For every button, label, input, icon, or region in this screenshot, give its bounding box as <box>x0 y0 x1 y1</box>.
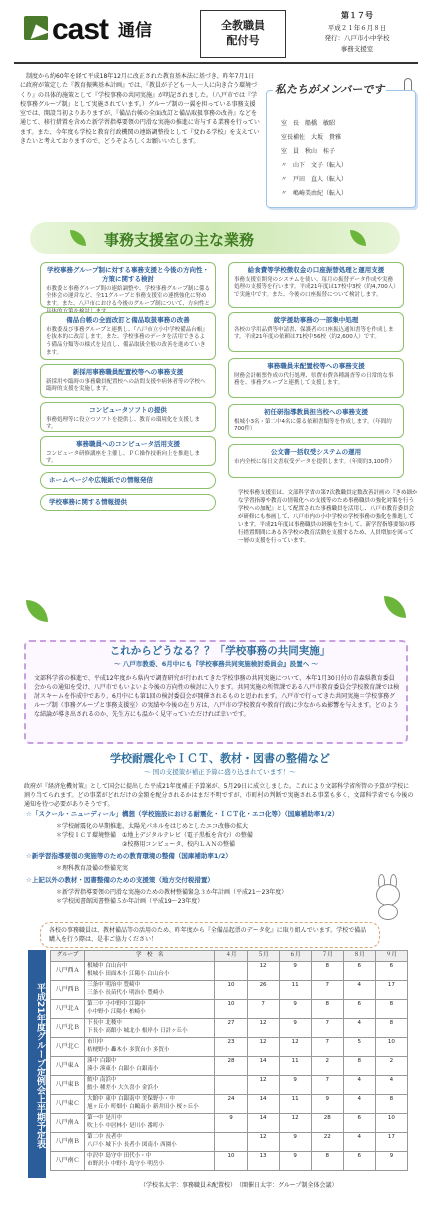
month-cell: 8 <box>375 1000 407 1019</box>
task-card-title: 給食費等学校徴収金の口座振替処理と運用支援 <box>247 266 385 274</box>
newsletter-header <box>14 6 418 66</box>
member-row <box>281 177 347 183</box>
column-header: ６月 <box>279 951 311 962</box>
issue-info <box>298 10 416 54</box>
member-name: 嶋崎美由紀（転入） <box>293 190 348 197</box>
month-cell: 8 <box>311 1000 343 1019</box>
month-cell: 12 <box>279 1038 311 1057</box>
rabbit-head <box>376 884 400 906</box>
task-card <box>40 402 216 432</box>
month-cell: 6 <box>343 1000 375 1019</box>
month-cell: 5 <box>343 1038 375 1057</box>
month-cell: 4 <box>343 1019 375 1038</box>
task-card-title: 学校事務グループ制に対する事務支援と今後の方向性・方策に関する検討 <box>47 266 209 283</box>
schools-cell: 鮫中 南浜中 鮫小 種差小 大久喜小 金浜小 <box>85 1076 215 1095</box>
month-cell: 8 <box>375 1095 407 1114</box>
group-cell: 八戸南Ｂ <box>51 1133 85 1152</box>
publisher: 発行：八戸市小中学校 <box>324 34 390 43</box>
month-cell: 4 <box>343 1133 375 1152</box>
task-card-body: 事務支援室開発のシステムを使い、毎月の振替データ作成や実務処理の支援等を行います。平成21年度は17校中3校（約4,700人）で実施中です。また、今後の口座振替について検討します。 <box>234 276 397 299</box>
group-cell: 八戸西Ａ <box>51 962 85 981</box>
group-cell: 八戸南Ｃ <box>51 1152 85 1171</box>
members-title: 私たちがメンバーです <box>275 83 385 96</box>
group-cell: 八戸東Ｃ <box>51 1095 85 1114</box>
month-cell: 7 <box>311 1076 343 1095</box>
rabbit-body <box>378 904 398 920</box>
support-item-detail: ＊学校ＩＣＴ環境整備 ①地上デジタルテレビ（電子黒板を含む）の整備 <box>56 832 253 839</box>
month-cell: 12 <box>247 1038 279 1057</box>
section3-body: 政府が『経済危機対策』として国会に提出した平成21年度補正予算案が、5月29日に成立しました。これにより文部科学省所管の予算が学校に割り当てられます。どの事業がどれだけの金額を配分されるかはまだ不明ですが、市町村の判断で実施される事業も多く、文部科学省でも今後の通知を待つ必要がありそうです。 <box>24 783 414 808</box>
schools-cell: 三条中 明治中 豊崎中 三条小 長苗代小 明治小 豊崎小 <box>85 981 215 1000</box>
member-role: 室長補佐 <box>281 134 306 141</box>
logo-text: cast <box>52 13 109 46</box>
month-cell: 9 <box>215 1114 247 1133</box>
table-row <box>51 1038 408 1057</box>
month-cell: 2 <box>375 1057 407 1076</box>
support-item-detail: ＊理科教育設備の整備充実 <box>56 865 129 872</box>
table-row <box>51 1152 408 1171</box>
task-card-body: 財務会計帳票作成の代行処理、県費市費各種調査等の日常的な事務を、事務グループと連携して支援します。 <box>234 372 394 387</box>
schools-cell: 市川中 桔梗野小 轟木小 多賀台小 多賀小 <box>85 1038 215 1057</box>
group-cell: 八戸東Ｂ <box>51 1076 85 1095</box>
group-cell: 八戸西Ｂ <box>51 981 85 1000</box>
month-cell: 4 <box>375 1076 407 1095</box>
support-item-heading: ☆上記以外の教材・図書整備のための支援策（地方交付税措置） <box>26 876 214 884</box>
member-role: 〃 <box>281 162 288 169</box>
table-row <box>51 1095 408 1114</box>
month-cell: 9 <box>279 1152 311 1171</box>
publisher-office: 事務支援室 <box>340 44 374 53</box>
task-card-title: 初任研指導教員担当校への事務支援 <box>264 408 368 416</box>
distribution-line2: 配付号 <box>226 33 260 47</box>
cast-logo-icon <box>24 16 48 40</box>
leaf-icon <box>384 596 406 618</box>
month-cell: 9 <box>279 1133 311 1152</box>
month-cell: 9 <box>311 1095 343 1114</box>
month-cell: 7 <box>311 1038 343 1057</box>
task-card-body: 市内全校に毎日文書収受データを提供します。（年間約3,100件） <box>234 458 396 465</box>
month-cell: 6 <box>375 962 407 981</box>
month-cell: 9 <box>375 1152 407 1171</box>
member-row <box>281 163 347 169</box>
month-cell: 14 <box>247 1095 279 1114</box>
section2-title: これからどうなる？？「学校事務の共同実施」 <box>109 645 331 657</box>
schools-cell: 湊中 白銀中 湊小 湊東小 白銀小 白銀南小 <box>85 1057 215 1076</box>
group-cell: 八戸北Ｃ <box>51 1038 85 1057</box>
logo-subtitle: 通信 <box>118 21 152 41</box>
schedule-vertical-label: 平成21年度グループ定例会上半期予定表 <box>28 950 46 1178</box>
month-cell: 10 <box>215 1000 247 1019</box>
task-card <box>228 444 404 478</box>
task-card-title: コンピュータソフトの提供 <box>89 406 167 414</box>
table-row <box>51 1057 408 1076</box>
task-pill: 学校事務に関する情報提供 <box>40 494 216 511</box>
month-cell: 9 <box>279 962 311 981</box>
task-card <box>228 358 404 398</box>
section2-body: 文部科学省の推進で、平成12年度から県内で調査研究が行われてきた学校事務の共同実施について、本年1月30日付の青森県教育委員会からの通知を受け、八戸市でもいよいよ今後の方向性の検討に入ります。共同実施の所管課である八戸市教育委員会学校教育課では検討スキームを作成中であり、6月中にも第1回の検討委員会が開催されるものと思われます。八戸市で行ってきた共同実施＝学校事務グループ制（事務グループと事務支援室）の実績や今後の在り方は、八戸市の学校教育や教育行政に少なからぬ影響を与えます。どのような結論が導き出されるのか、先生方にも温かく見守っていただければ幸いです。 <box>34 675 400 718</box>
month-cell: 28 <box>311 1114 343 1133</box>
month-cell: 8 <box>311 1152 343 1171</box>
task-card <box>228 312 404 352</box>
month-cell: 7 <box>311 1019 343 1038</box>
table-row <box>51 1076 408 1095</box>
month-cell: 7 <box>311 981 343 1000</box>
month-cell: 10 <box>215 1152 247 1171</box>
section1-title: 事務支援室の主な業務 <box>104 231 255 249</box>
task-pill: ホームページや広報紙での情報発信 <box>40 472 216 489</box>
section3-title: 学校耐震化やＩＣＴ、教材・図書の整備など <box>110 752 330 765</box>
month-cell: 14 <box>247 1114 279 1133</box>
schedule-footer: （学校名太字：事務職員未配置校） （開催日太字：グループ制全体会議） <box>140 1182 338 1189</box>
table-row <box>51 962 408 981</box>
month-cell: 22 <box>311 1133 343 1152</box>
intro-text <box>20 72 260 146</box>
column-header: ５月 <box>247 951 279 962</box>
month-cell: 10 <box>375 1038 407 1057</box>
support-item-detail: ＊学校耐震化の早期推進、太陽光パネルをはじめとしたエコ改修の拡大 <box>56 823 249 830</box>
member-row <box>281 121 335 127</box>
month-cell: 8 <box>343 1057 375 1076</box>
member-name: 山下 文子（転入） <box>293 162 348 169</box>
task-card-body: 事務処理等に役立つソフトを提供し、教育の環境化を支援します。 <box>46 416 200 431</box>
header-divider <box>14 62 418 64</box>
member-role: 〃 <box>281 190 288 197</box>
task-card-title: 新採用事務職員配置校等への事務支援 <box>72 368 184 376</box>
month-cell: 4 <box>343 1095 375 1114</box>
table-row <box>51 1114 408 1133</box>
schools-cell: 第三中 小中野中 江陽中 小中野小 江陽小 柏崎小 <box>85 1000 215 1019</box>
column-header: 学 校 名 <box>85 951 215 962</box>
member-row <box>281 135 341 141</box>
month-cell: 11 <box>279 981 311 1000</box>
issue-date: 平成２１年６月８日 <box>327 23 387 32</box>
member-role: 〃 <box>281 176 288 183</box>
task-card <box>40 364 216 398</box>
month-cell: 4 <box>343 981 375 1000</box>
task-card-title: 事務職員へのコンピュータ活用支援 <box>76 440 180 448</box>
month-cell <box>215 962 247 981</box>
support-item-detail: ②校務用コンピュータ、校内ＬＡＮの整備 <box>56 841 236 848</box>
month-cell: 12 <box>247 1133 279 1152</box>
support-item-heading: ☆「スクール・ニューディール」構想（学校施設における耐震化・ＩＣＴ化・エコ化等）（国庫補助率1/2） <box>26 810 339 818</box>
member-role: 室 長 <box>281 120 300 127</box>
member-name: 大坂 貴雅 <box>311 134 342 141</box>
month-cell: 24 <box>215 1095 247 1114</box>
month-cell: 14 <box>247 1057 279 1076</box>
support-item-heading: ☆新学習指導要領の実施等のための教育環境の整備（国庫補助率1/2） <box>26 852 232 860</box>
schools-cell: 中沢中 島守中 田代小・中 市野沢小 中野小 島守小 明岳小 <box>85 1152 215 1171</box>
column-header: ９月 <box>375 951 407 962</box>
table-header-row <box>51 951 408 962</box>
member-name: 戸田 直人（転入） <box>293 176 348 183</box>
schools-cell: 根城中 白山台中 根城小 田面木小 江陽小 白山台小 <box>85 962 215 981</box>
group-cell: 八戸南Ａ <box>51 1114 85 1133</box>
month-cell: 6 <box>343 1152 375 1171</box>
month-cell: 9 <box>279 1076 311 1095</box>
task-card <box>40 436 216 466</box>
month-cell: 17 <box>375 981 407 1000</box>
distribution-box <box>200 10 286 58</box>
month-cell: 9 <box>279 1019 311 1038</box>
month-cell: 26 <box>247 981 279 1000</box>
group-cell: 八戸北Ａ <box>51 1000 85 1019</box>
schedule-body <box>51 962 408 1171</box>
task-card-body: 新採用や臨時の事務職員配置校への訪問支援や病休者等の学校へ臨時的支援を実施します。 <box>46 378 206 393</box>
task-card-body: 市教委及び事務グループと連携し、『八戸市立小中学校備品台帳』を抜本的に改訂します。また、学校事務のデータを活用できるよう備品分類等の様式を見直し、備品取扱全般の改善を進めていきます。 <box>46 326 208 356</box>
section3-subtitle: ～ 国の支援策が補正予算に盛り込まれています！～ <box>144 768 296 776</box>
member-name: 秋山 桂子 <box>305 148 336 155</box>
month-cell: 4 <box>343 1076 375 1095</box>
month-cell: 7 <box>247 1000 279 1019</box>
month-cell: 17 <box>375 1133 407 1152</box>
task-card-title: 事務職員未配置校等への事務支援 <box>267 362 365 370</box>
month-cell: 27 <box>215 1019 247 1038</box>
group-cell: 八戸東Ａ <box>51 1057 85 1076</box>
month-cell: 12 <box>247 962 279 981</box>
month-cell: 23 <box>215 1038 247 1057</box>
support-item-detail: ＊新学習指導要領の円滑な実施のための教材整備緊急３か年計画（平成21～23年度） <box>56 889 288 896</box>
task-card-title: 就学援助事務の一部集中処理 <box>273 316 359 324</box>
group-cell: 八戸北Ｂ <box>51 1019 85 1038</box>
members-card <box>266 83 416 208</box>
task-card <box>40 262 216 308</box>
table-row <box>51 1000 408 1019</box>
month-cell <box>215 1133 247 1152</box>
section1-note: 学校事務支援室は、文部科学省の第7次教職員定数改善計画の『きめ細かな学習指導や教育の情報化への支援等のため事務職員の強化対策を行う学校への加配』として配置された事務職員を活用し、八戸市教育委員会が研修にも参画して、八戸市内の小中学校の学校事務の強化を推進しています。平成21年度は事務職員の経験を生かして、新学習指導要領の移行措置期間にある各学校の教育活動を支援するため、人員増加を図って一層の支援を行っています。 <box>238 490 418 544</box>
month-cell: 2 <box>311 1057 343 1076</box>
month-cell <box>215 1076 247 1095</box>
month-cell: 10 <box>215 981 247 1000</box>
table-row <box>51 981 408 1000</box>
note-box: 各校の事務職員は、教材備品等の活用のため、昨年度から『全備品起票のデータ化』に取り組んでいます。学校で備品購入を行う際は、是非ご協力ください！ <box>40 922 380 948</box>
month-cell: 6 <box>343 962 375 981</box>
month-cell: 12 <box>247 1076 279 1095</box>
intro-paragraph: 制度から約60年を経て平成18年12月に改正された教育基本法に基づき、昨年7月1日に政府が策定した『教育振興基本計画』では、『教員が子ども一人一人に向き合う環境づくり』の具体的施策として『学校事務の共同実施』が明記されました。（八戸市では『学校事務グループ制』として実施されています。）グループ制の一翼を担っている事務支援室では、開設当初よりありますが、『備品台帳の全面改訂と備品取扱事務の改善』などを通じて、移行措置を含めた新学習指導要領の円滑な実施の推進に寄与する業務を行っています。また、今年度も学校と教育行政機関の連絡調整役として『変わる学校』を支えていきたいと考えておりますので、どうぞよろしくお願いいたします。 <box>20 73 260 146</box>
issue-number: 第１７号 <box>341 11 373 20</box>
task-card <box>228 262 404 308</box>
task-card <box>228 404 404 438</box>
member-row <box>281 191 347 197</box>
task-card-body: 根城小3名・第二中4名に係る依頼書類等を作成します。（年間約700件） <box>234 418 392 433</box>
column-header: ８月 <box>343 951 375 962</box>
month-cell: 13 <box>247 1152 279 1171</box>
task-card-body: 市教委と事務グループ間の連絡調整や、学校事務グループ制に係る全体会の運営など、全11グループと事務支援室の連携強化に努めます。また、八戸市における今後のグループ制について、方向性と <box>46 285 211 307</box>
task-card-body: コンピュータ研修講座を主催し、ＰＣ操作技術向上を推進します。 <box>46 450 201 465</box>
task-card <box>40 312 216 360</box>
schedule-table <box>50 950 408 1171</box>
column-header: ７月 <box>311 951 343 962</box>
leaf-icon <box>26 600 48 622</box>
member-row <box>281 149 335 155</box>
month-cell: 11 <box>279 1057 311 1076</box>
support-item-detail: ＊学校図書館図書整備５か年計画（平成19～23年度） <box>56 898 204 905</box>
month-cell: 10 <box>375 1114 407 1133</box>
schools-cell: 大館中 東中 白銀南中 美保野小・中 旭ヶ丘小 町畑小 白鷗南小 新井田小 桜ヶ丘小 <box>85 1095 215 1114</box>
table-row <box>51 1019 408 1038</box>
month-cell: 9 <box>279 1000 311 1019</box>
schools-cell: 下長中 北稜中 下長小 高館小 城北小 根岸小 日計ヶ丘小 <box>85 1019 215 1038</box>
section2-subtitle: ～ 八戸市教委、6月中にも『学校事務共同実施検討委員会』設置へ ～ <box>113 660 319 668</box>
month-cell: 12 <box>247 1019 279 1038</box>
task-card-body: 各校の学用品費等申請書、保護者の口座振込通知書等を作成します。平成21年度の依頼は71校中56校（約2,600人）です。 <box>234 326 394 341</box>
column-header: ４月 <box>215 951 247 962</box>
member-name: 船橋 敏昭 <box>305 120 336 127</box>
month-cell: 8 <box>311 962 343 981</box>
task-card-title: 公文書一括収受システムの運用 <box>270 448 362 456</box>
rabbit-illustration-icon <box>368 874 408 922</box>
task-card-title: 備品台帳の全面改訂と備品取扱事務の改善 <box>66 316 190 324</box>
schools-cell: 第一中 是川中 吹上小 中居林小 是川小 番町小 <box>85 1114 215 1133</box>
member-role: 室 員 <box>281 148 300 155</box>
column-header: グループ <box>51 951 85 962</box>
month-cell: 11 <box>279 1095 311 1114</box>
schools-cell: 第二中 長者中 八戸小 城下小 長者小 図南小 西園小 <box>85 1133 215 1152</box>
distribution-line1: 全教職員 <box>221 19 265 32</box>
month-cell: 6 <box>343 1114 375 1133</box>
month-cell: 28 <box>215 1057 247 1076</box>
month-cell: 8 <box>375 1019 407 1038</box>
table-row <box>51 1133 408 1152</box>
month-cell: 12 <box>279 1114 311 1133</box>
